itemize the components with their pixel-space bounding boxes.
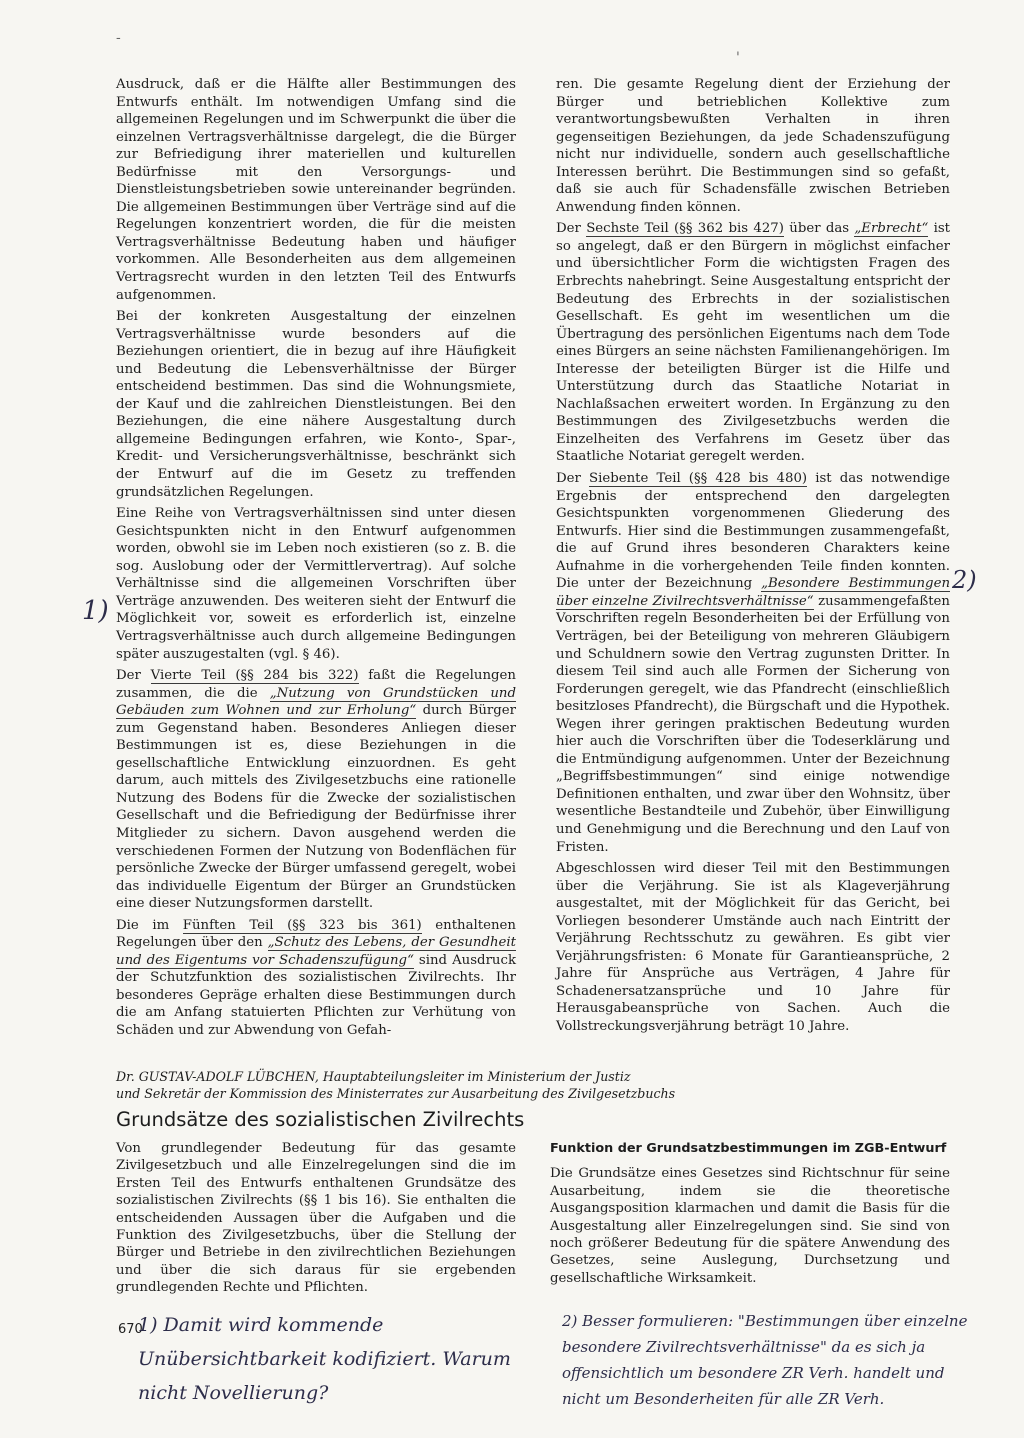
underlined-text: Vierte Teil (§§ 284 bis 322) xyxy=(150,668,359,684)
underlined-italic-text: „Schutz des Lebens, der Gesundheit und des Eigentums vor Schadenszufügung“ xyxy=(116,935,516,968)
text: Die im xyxy=(116,917,183,933)
intro-paragraph: Von grundlegender Bedeutung für das gesamte Zivilgesetzbuch und alle Einzelregelungen sind die im Ersten Teil des Entwurfs enthaltenen Grundsätze des sozialistischen Zivilrechts (§§ 1 bis 16). Sie enthalten die entscheidenden Aussagen über die Aufgaben und die Funktion des Zivilgesetzbuchs, über die Stellung der Bürger und Betriebe in den zivilrechtlichen Beziehungen und über die sich daraus für sie ergebenden grundlegenden Rechte und Pflichten. xyxy=(116,1141,516,1296)
handwritten-note: 2) Besser formulieren: "Bestimmungen über einzelne besondere Zivilrechtsverhältnisse" da es sich ja offensichtlich um besondere ZR Verh. handelt und nicht um Besonderheiten für alle ZR Verh. xyxy=(562,1312,968,1408)
text: Der xyxy=(116,668,151,684)
page-mark: ' xyxy=(736,50,740,66)
handwritten-margin-mark: 1) xyxy=(82,596,109,626)
underlined-italic-text: „Erbrecht“ xyxy=(854,221,929,237)
section-block xyxy=(550,1140,950,1287)
underlined-text: Fünften Teil (§§ 323 bis 361) xyxy=(182,917,422,933)
author-line: Dr. GUSTAV-ADOLF LÜBCHEN, Hauptabteilungsleiter im Ministerium der Justiz xyxy=(116,1069,631,1084)
underlined-text: Siebente Teil (§§ 428 bis 480) xyxy=(589,471,808,487)
article-title: Grundsätze des sozialistischen Zivilrechts xyxy=(116,1108,525,1131)
paragraph xyxy=(116,917,516,1040)
text: ist so angelegt, daß er den Bürgern in möglichst einfacher und übersichtlicher Form die wichtigsten Fragen des Erbrechts nahebringt. Seine Ausgestaltung entspricht der Bedeutung des Erbrechts in der sozialistischen Gesellschaft. Es geht im wesentlichen um die Übertragung des persönlichen Eigentums nach dem Tode eines Bürgers an seine nächsten Familienangehörigen. Im Interesse der beteiligten Bürger ist die Hilfe und Unterstützung durch das Staatliche Notariat in Nachlaßsachen erweitert worden. In Ergänzung zu den Bestimmungen des Zivilgesetzbuchs werden die Einzelheiten des Verfahrens im Gesetz über das Staatliche Notariat geregelt werden. xyxy=(556,221,950,465)
text: über das xyxy=(783,221,855,237)
text: enthaltenen Regelungen über den xyxy=(116,917,516,951)
underlined-italic-text: „Nutzung von Grundstücken und Gebäuden zum Wohnen und zur Erholung“ xyxy=(116,685,516,719)
paragraph xyxy=(556,220,950,466)
right-column xyxy=(556,76,950,1040)
paragraph: Ausdruck, daß er die Hälfte aller Bestimmungen des Entwurfs enthält. Im notwendigen Umfang sind die allgemeinen Regelungen und im Schwerpunkt die über die einzelnen Vertragsverhältnisse dargelegt, die die Bürger zur Befriedigung ihrer materiellen und kulturellen Bedürfnisse mit den Versorgungs- und Dienstleistungsbetrieben sowie untereinander begründen. Die allgemeinen Bestimmungen über Verträge sind auf die Regelungen konzentriert worden, die für die meisten Vertragsverhältnisse Bedeutung haben und häufiger vorkommen. Alle Besonderheiten aus dem allgemeinen Vertragsrecht wurden in den letzten Teil des Entwurfs aufgenommen. xyxy=(116,77,516,303)
section-paragraph: Die Grundsätze eines Gesetzes sind Richtschnur für seine Ausarbeitung, indem sie die theoretische Ausgangsposition klarmachen und damit die Basis für die Ausgestaltung aller Einzelregelungen sind. Sie sind von noch größerer Bedeutung für die spätere Anwendung des Gesetzes, seine Auslegung, Durchsetzung und gesellschaftliche Wirksamkeit. xyxy=(550,1166,950,1286)
left-column xyxy=(116,76,516,1044)
handwritten-note: 1) Damit wird kommende Unübersichtbarkeit kodifiziert. Warum nicht Novellierung? xyxy=(138,1314,511,1404)
underlined-italic-text: „Besondere Bestimmungen über einzelne Zivilrechtsverhältnisse“ xyxy=(556,576,951,609)
paragraph: Bei der konkreten Ausgestaltung der einzelnen Vertragsverhältnisse wurde besonders auf die Beziehungen orientiert, die in bezug auf ihre Häufigkeit und Bedeutung die Lebensverhältnisse der Bürger entscheidend bestimmen. Das sind die Wohnungsmiete, der Kauf und die zahlreichen Dienstleistungen. Bei den Beziehungen, die eine nähere Ausgestaltung durch allgemeine Bedingungen erfahren, wie Konto-, Spar-, Kredit- und Versicherungsverhältnisse, beschränkt sich der Entwurf auf die im Gesetz zu treffenden grundsätzlichen Regelungen. xyxy=(116,309,516,500)
paragraph xyxy=(116,667,516,913)
handwritten-margin-mark: 2) xyxy=(952,566,977,594)
text: Der xyxy=(556,221,587,237)
underlined-text: Sechste Teil (§§ 362 bis 427) xyxy=(586,221,784,237)
text: Der xyxy=(556,471,589,487)
text: ist das notwendige Ergebnis der entsprechend den dargelegten Gesichtspunkten vorgenommenen Gliederung des Entwurfs. Hier sind die Bestimmungen zusammengefaßt, die auf Grund ihres besonderen Charakters keine Aufnahme in die vorhergehenden Teile finden konnten. Die unter der Bezeichnung xyxy=(556,471,950,592)
section-subheading: Funktion der Grundsatzbestimmungen im ZGB-Entwurf xyxy=(550,1141,947,1156)
text: sind Ausdruck der Schutzfunktion des sozialistischen Zivilrechts. Ihr besonderes Gepräge erhalten diese Bestimmungen durch die am Anfang statuierten Pflichten zur Verhütung von Schäden und zur Abwendung von Gefah- xyxy=(116,952,516,1038)
author-byline xyxy=(116,1068,956,1102)
text: faßt die Regelungen zusammen, die die xyxy=(116,668,516,701)
author-line: und Sekretär der Kommission des Ministerrates zur Ausarbeitung des Zivilgesetzbuchs xyxy=(116,1086,676,1101)
text: durch Bürger zum Gegenstand haben. Besonderes Anliegen dieser Bestimmungen ist es, diese Beziehungen in die gesellschaftliche Entwicklung einzuordnen. Es geht darum, auch mittels des Zivilgesetzbuchs eine rationelle Nutzung des Bodens für die Zwecke der sozialistischen Gesellschaft und die Befriedigung der Bedürfnisse ihrer Mitglieder zu sichern. Davon ausgehend werden die verschiedenen Formen der Nutzung von Bodenflächen für persönliche Zwecke der Bürger umfassend geregelt, wobei das individuelle Eigentum der Bürger an Grundstücken eine dieser Nutzungsformen darstellt. xyxy=(116,703,516,912)
paragraph xyxy=(556,470,950,856)
paragraph: Abgeschlossen wird dieser Teil mit den Bestimmungen über die Verjährung. Sie ist als Klageverjährung ausgestaltet, mit der Möglichkeit für das Gericht, bei Vorliegen besonderer Umstände auch nach Eintritt der Verjährung Rechtsschutz zu gewähren. Es gibt vier Verjährungsfristen: 6 Monate für Garantieansprüche, 2 Jahre für Ansprüche aus Verträgen, 4 Jahre für Schadenersatzansprüche und 10 Jahre für Herausgabeansprüche von Sachen. Auch die Vollstreckungsverjährung beträgt 10 Jahre. xyxy=(556,861,950,1034)
paragraph: ren. Die gesamte Regelung dient der Erziehung der Bürger und betrieblichen Kollektive zum verantwortungsbewußten Verhalten in ihren gegenseitigen Beziehungen, da jede Schadenszufügung nicht nur individuelle, sondern auch gesellschaftliche Interessen berührt. Die Bestimmungen sind so gefaßt, daß sie auch für Schadensfälle zwischen Betrieben Anwendung finden können. xyxy=(556,77,950,215)
paragraph: Eine Reihe von Vertragsverhältnissen sind unter diesen Gesichtspunkten nicht in den Entwurf aufgenommen worden, obwohl sie im Leben noch existieren (so z. B. die sog. Auslobung oder der Vermittlervertrag). Auf solche Verhältnisse sind die allgemeinen Vorschriften über Verträge anzuwenden. Des weiteren sieht der Entwurf die Möglichkeit vor, soweit es erforderlich ist, einzelne Vertragsverhältnisse auch durch allgemeine Bedingungen später auszugestalten (vgl. § 46). xyxy=(116,506,516,662)
text: zusammengefaßten Vorschriften regeln Besonderheiten bei der Erfüllung von Verträgen, bei der Beteiligung von mehreren Gläubigern und Schuldnern sowie den Vertrag zugunsten Dritter. In diesem Teil sind auch alle Formen der Sicherung von Forderungen geregelt, wie das Pfandrecht (einschließlich besitzloses Pfandrecht), die Bürgschaft und die Hypothek. Wegen ihrer geringen praktischen Bedeutung wurden hier auch die Vorschriften über die Todeserklärung und die Entmündigung aufgenommen. Unter der Bezeichnung „Begriffsbestimmungen“ sind einige notwendige Definitionen enthalten, und zwar über den Wohnsitz, über wesentliche Bestandteile und Zubehör, über Einwilligung und Genehmigung und die Berechnung und den Lauf von Fristen. xyxy=(556,593,950,855)
page-mark: ‐ xyxy=(116,30,121,46)
page-number: 670 xyxy=(118,1322,143,1337)
